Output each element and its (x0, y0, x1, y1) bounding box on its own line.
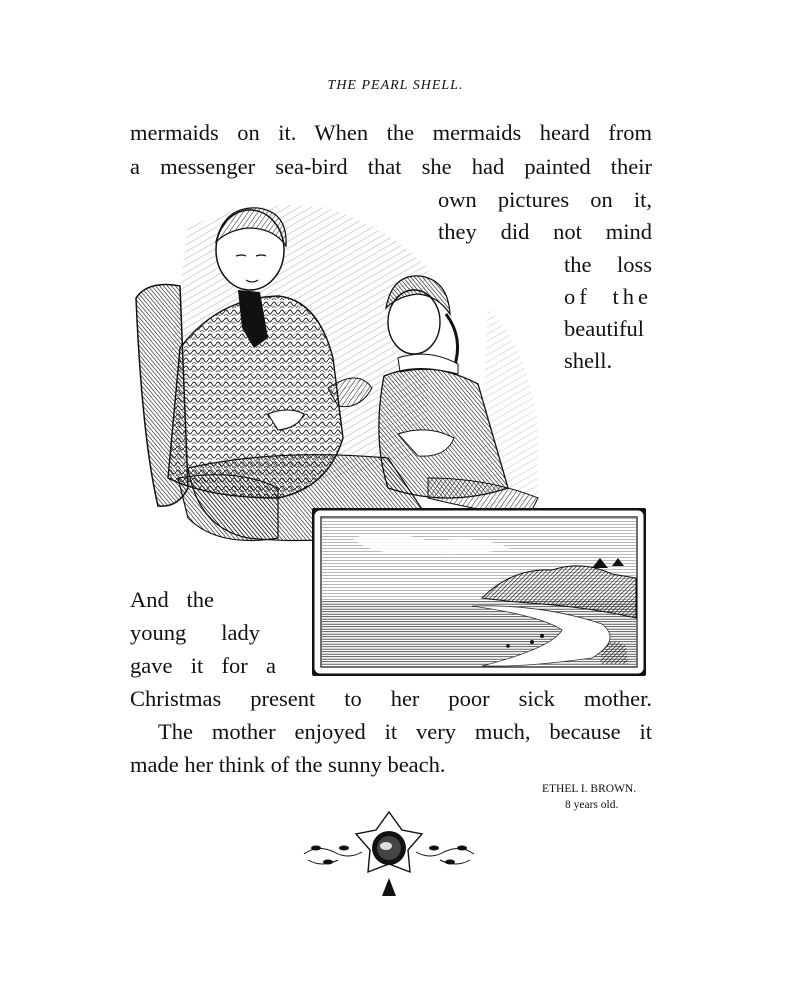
text-line-8: shell. (564, 348, 613, 373)
text-line-2: a messenger sea-bird that she had painted their (130, 154, 652, 179)
text-line-5: the loss (564, 252, 652, 277)
author-name: ETHEL I. BROWN. (542, 783, 637, 795)
running-head: THE PEARL SHELL. (327, 78, 464, 93)
text-line-3: own pictures on it, (438, 187, 652, 212)
text-line-7: beautiful (564, 316, 644, 341)
text-line-9: And the (130, 587, 214, 612)
text-line-12: Christmas present to her poor sick mother. (130, 686, 652, 711)
text-line-6: of the (564, 284, 652, 309)
text-line-14: made her think of the sunny beach. (130, 752, 446, 777)
text-line-10: young lady (130, 620, 260, 645)
text-line-1: mermaids on it. When the mermaids heard from (130, 120, 652, 145)
floral-ornament-icon (298, 808, 480, 900)
text-line-13: The mother enjoyed it very much, because it (158, 719, 652, 744)
text-line-11: gave it for a (130, 653, 276, 678)
text-line-4: they did not mind (438, 219, 652, 244)
engraving-beach-scene (312, 508, 646, 676)
author-age: 8 years old. (565, 799, 619, 811)
